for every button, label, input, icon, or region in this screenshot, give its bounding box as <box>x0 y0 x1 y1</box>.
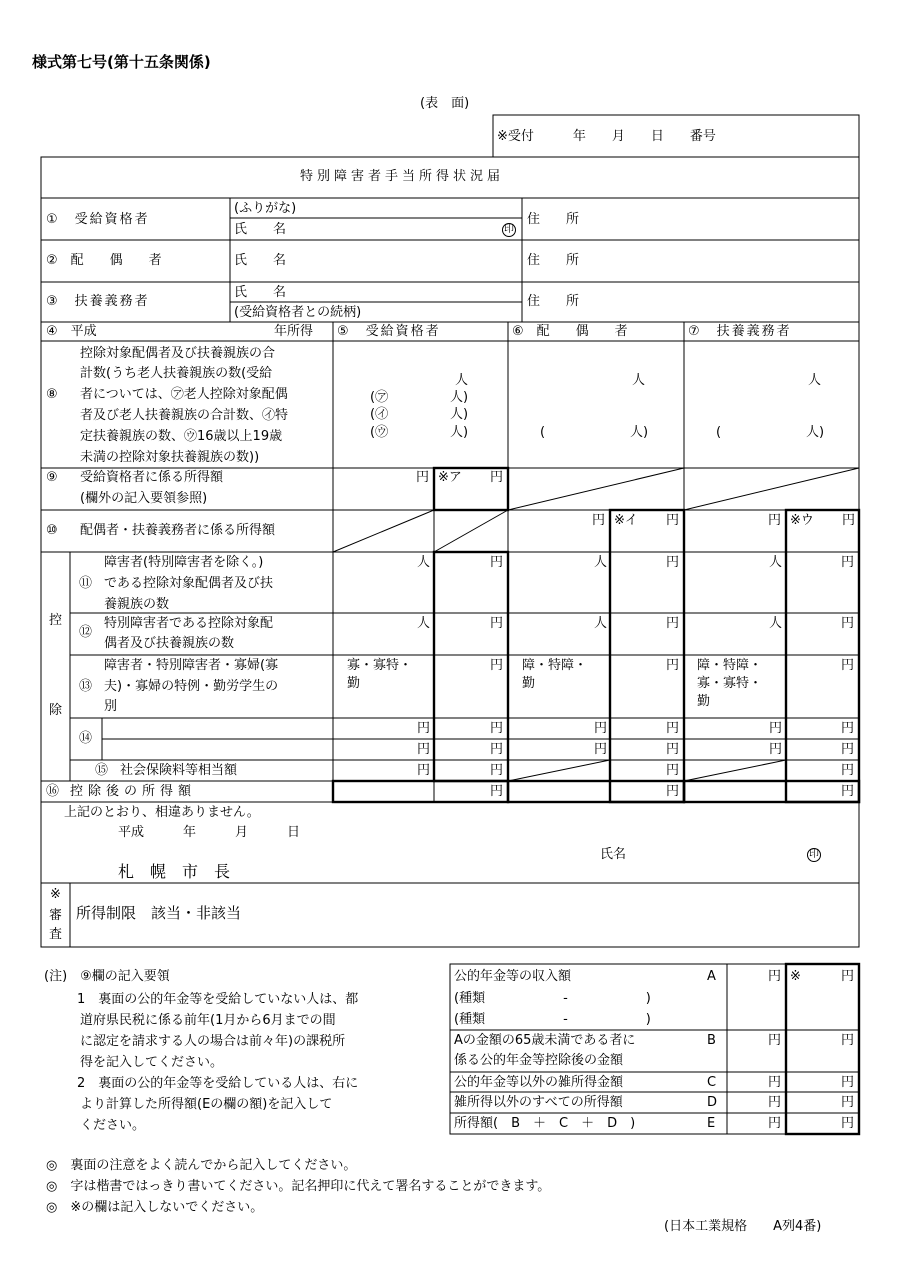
c5-sub-i-unit: 人) <box>450 407 469 422</box>
row9-mark-a-yen: 円 <box>490 470 504 485</box>
c7-paren-open: ( <box>716 425 722 440</box>
row10-mark-i: ※イ <box>614 513 638 528</box>
pension-letter-b: B <box>707 1033 716 1048</box>
row8-number: ⑧ <box>46 387 58 402</box>
pension-row-c: 公的年金等以外の雑所得金額 <box>454 1075 624 1090</box>
pension-row-b-2: 係る公的年金等控除後の金額 <box>454 1053 624 1068</box>
supporter-label: ③ 扶養義務者 <box>46 294 150 309</box>
row11-c6-yen: 円 <box>666 555 680 570</box>
row11-c5-person: 人 <box>417 555 431 570</box>
row15-c5-a: 円 <box>417 763 431 778</box>
row15-c5-b: 円 <box>490 763 504 778</box>
row15-c7-b: 円 <box>841 763 855 778</box>
pension-total-e-yen: 円 <box>841 1116 855 1131</box>
col5-header: ⑤ 受給資格者 <box>337 324 441 339</box>
row15-c6-b: 円 <box>666 763 680 778</box>
row14b-c5-a: 円 <box>417 742 431 757</box>
review-mark-2: 審 <box>49 908 63 923</box>
row15-desc: 社会保険料等相当額 <box>120 763 238 778</box>
form-number: 様式第七号(第十五条関係) <box>32 53 211 71</box>
pension-total-a-yen: 円 <box>841 969 855 984</box>
row16-c6-yen: 円 <box>666 784 680 799</box>
row13-c6-options-1[interactable]: 障・特障・ <box>522 658 588 673</box>
review-mark-1: ※ <box>50 887 61 902</box>
note2-line2: より計算した所得額(Eの欄の額)を記入して <box>80 1097 333 1112</box>
row8-desc-1: 控除対象配偶者及び扶養親族の合 <box>80 346 276 361</box>
row13-c5-options-2[interactable]: 勤 <box>347 676 361 691</box>
row14a-c6-a: 円 <box>594 721 608 736</box>
row16-c5-yen: 円 <box>490 784 504 799</box>
row9-number: ⑨ <box>46 470 58 485</box>
row10-mark-u-yen: 円 <box>842 513 856 528</box>
side-label: (表 面) <box>420 96 470 111</box>
pension-row-d: 雑所得以外のすべての所得額 <box>454 1095 623 1110</box>
row10-mark-i-yen: 円 <box>666 513 680 528</box>
pension-row-a: 公的年金等の収入額 <box>454 969 572 984</box>
recipient-address-field[interactable]: 住 所 <box>527 212 580 227</box>
row13-desc-1: 障害者・特別障害者・寡婦(寡 <box>104 658 279 673</box>
row12-c7-person: 人 <box>769 616 783 631</box>
row9-desc-1: 受給資格者に係る所得額 <box>80 470 224 485</box>
row16-c7-yen: 円 <box>841 784 855 799</box>
note2-line3: ください。 <box>80 1118 146 1133</box>
c5-sub-u-unit: 人) <box>450 425 469 440</box>
bottom-note-1: ◎ 裏面の注意をよく読んでから記入してください。 <box>46 1158 357 1173</box>
supporter-name-field[interactable]: 氏 名 <box>234 285 287 300</box>
deduction-side-2: 除 <box>49 703 63 718</box>
recipient-name-field[interactable]: 氏 名 <box>234 222 287 237</box>
row13-c6-options-2[interactable]: 勤 <box>522 676 536 691</box>
row11-c7-person: 人 <box>769 555 783 570</box>
row14b-c6-b: 円 <box>666 742 680 757</box>
row8-desc-3: 者については、㋐老人控除対象配偶 <box>80 387 288 402</box>
row10-desc: 配偶者・扶養義務者に係る所得額 <box>80 523 276 538</box>
declaration-date[interactable]: 平成 年 月 日 <box>118 825 301 840</box>
row11-c7-yen: 円 <box>841 555 855 570</box>
bottom-note-3: ◎ ※の欄は記入しないでください。 <box>46 1200 264 1215</box>
spouse-label: ② 配 偶 者 <box>46 253 162 268</box>
signer-seal-mark: 印 <box>809 849 819 860</box>
row14b-c5-b: 円 <box>490 742 504 757</box>
row13-number: ⑬ <box>79 679 93 694</box>
receipt-field[interactable]: ※受付 年 月 日 番号 <box>497 129 716 144</box>
row13-c5-options-1[interactable]: 寡・寡特・ <box>347 658 413 673</box>
row11-c6-person: 人 <box>594 555 608 570</box>
note1-line4: 得を記入してください。 <box>80 1055 224 1070</box>
note1-line1: 1 裏面の公的年金等を受給していない人は、都 <box>77 992 359 1007</box>
row12-c5-yen: 円 <box>490 616 504 631</box>
pension-e-yen: 円 <box>768 1116 782 1131</box>
row13-desc-3: 別 <box>104 699 118 714</box>
note1-line3: に認定を請求する人の場合は前々年)の課税所 <box>80 1034 346 1049</box>
review-text: 所得制限 該当・非該当 <box>76 904 242 922</box>
supporter-address-field[interactable]: 住 所 <box>527 294 580 309</box>
deduction-side-1: 控 <box>49 613 63 628</box>
pension-type-1[interactable]: (種類 - ) <box>454 991 651 1006</box>
form-title: 特別障害者手当所得状況届 <box>300 169 505 184</box>
year-prefix: ④ 平成 <box>46 324 97 339</box>
row14b-c7-b: 円 <box>841 742 855 757</box>
c5-person-unit: 人 <box>455 373 469 388</box>
row13-c6-yen: 円 <box>666 658 680 673</box>
year-suffix: 年所得 <box>274 324 314 339</box>
row13-c5-yen: 円 <box>490 658 504 673</box>
pension-a-yen: 円 <box>768 969 782 984</box>
col7-header: ⑦ 扶養義務者 <box>688 324 792 339</box>
bottom-note-2: ◎ 字は楷書ではっきり書いてください。記名押印に代えて署名することができます。 <box>46 1179 551 1194</box>
row14a-c7-b: 円 <box>841 721 855 736</box>
row10-c6-yen: 円 <box>592 513 606 528</box>
pension-letter-d: D <box>707 1095 718 1110</box>
pension-b-yen: 円 <box>768 1033 782 1048</box>
review-mark-3: 査 <box>49 927 63 942</box>
c6-paren-open: ( <box>540 425 546 440</box>
pension-total-d-yen: 円 <box>841 1095 855 1110</box>
spouse-address-field[interactable]: 住 所 <box>527 253 580 268</box>
row12-desc-1: 特別障害者である控除対象配 <box>104 616 274 631</box>
pension-row-e: 所得額( B ＋ C ＋ D ) <box>454 1116 636 1131</box>
row13-c7-options-2[interactable]: 寡・寡特・ <box>697 676 763 691</box>
row14a-c6-b: 円 <box>666 721 680 736</box>
row16-number: ⑯ <box>46 784 60 799</box>
spouse-name-field[interactable]: 氏 名 <box>234 253 287 268</box>
declaration-text: 上記のとおり、相違ありません。 <box>64 805 260 820</box>
row12-desc-2: 偶者及び扶養親族の数 <box>104 636 235 651</box>
row9-yen: 円 <box>416 470 430 485</box>
furigana-field[interactable]: (ふりがな) <box>234 201 297 216</box>
row11-number: ⑪ <box>79 576 93 591</box>
row12-c7-yen: 円 <box>841 616 855 631</box>
row11-c5-yen: 円 <box>490 555 504 570</box>
recipient-label: ① 受給資格者 <box>46 212 150 227</box>
pension-letter-e: E <box>707 1116 716 1131</box>
c7-person-unit: 人 <box>808 373 822 388</box>
row9-mark-a: ※ア <box>438 470 462 485</box>
pension-d-yen: 円 <box>768 1095 782 1110</box>
pension-type-2[interactable]: (種類 - ) <box>454 1012 651 1027</box>
row8-desc-5: 定扶養親族の数、㋒16歳以上19歳 <box>80 429 283 444</box>
row14a-c5-a: 円 <box>417 721 431 736</box>
pension-letter-c: C <box>707 1075 717 1090</box>
pension-total-c-yen: 円 <box>841 1075 855 1090</box>
recipient-mayor: 札 幌 市 長 <box>118 862 231 881</box>
row12-number: ⑫ <box>79 625 93 640</box>
pension-total-b-yen: 円 <box>841 1033 855 1048</box>
row12-c6-yen: 円 <box>666 616 680 631</box>
row13-c7-options-1[interactable]: 障・特障・ <box>697 658 763 673</box>
c5-sub-i: (㋑ <box>370 407 389 422</box>
row8-desc-2: 計数(うち老人扶養親族の数(受給 <box>80 366 273 381</box>
note1-line2: 道府県民税に係る前年(1月から6月までの間 <box>80 1013 336 1028</box>
row13-c7-yen: 円 <box>841 658 855 673</box>
pension-mark: ※ <box>790 969 801 984</box>
row12-c6-person: 人 <box>594 616 608 631</box>
row11-desc-1: 障害者(特別障害者を除く。) <box>104 555 264 570</box>
row11-desc-3: 養親族の数 <box>104 597 170 612</box>
row12-c5-person: 人 <box>417 616 431 631</box>
row14b-c7-a: 円 <box>769 742 783 757</box>
pension-row-b-1: Aの金額の65歳未満である者に <box>454 1033 636 1048</box>
row8-desc-6: 未満の控除対象扶養親族の数)) <box>80 450 260 465</box>
footer-standard: (日本工業規格 A列4番) <box>664 1219 822 1234</box>
seal-mark: 印 <box>504 224 514 235</box>
row8-desc-4: 者及び老人扶養親族の合計数、㋑特 <box>80 408 289 423</box>
row10-number: ⑩ <box>46 523 58 538</box>
row15-number: ⑮ <box>95 763 109 778</box>
c5-sub-a-unit: 人) <box>450 390 469 405</box>
row14-number: ⑭ <box>79 731 93 746</box>
c5-sub-u: (㋒ <box>370 425 389 440</box>
note2-line1: 2 裏面の公的年金等を受給している人は、右に <box>77 1076 359 1091</box>
c5-sub-a: (㋐ <box>370 390 389 405</box>
row14b-c6-a: 円 <box>594 742 608 757</box>
row13-c7-options-3[interactable]: 勤 <box>697 694 711 709</box>
row16-desc: 控除後の所得額 <box>70 784 197 799</box>
supporter-relation-field[interactable]: (受給資格者との続柄) <box>234 305 362 320</box>
row10-mark-u: ※ウ <box>790 513 814 528</box>
c6-person-unit: 人 <box>632 373 646 388</box>
row10-c7-yen: 円 <box>768 513 782 528</box>
pension-letter-a: A <box>707 969 716 984</box>
col6-header: ⑥ 配 偶 者 <box>512 324 628 339</box>
row11-desc-2: である控除対象配偶者及び扶 <box>104 576 274 591</box>
row13-desc-2: 夫)・寡婦の特例・勤労学生の <box>104 679 279 694</box>
row14a-c7-a: 円 <box>769 721 783 736</box>
row14a-c5-b: 円 <box>490 721 504 736</box>
pension-c-yen: 円 <box>768 1075 782 1090</box>
c7-paren-close: 人) <box>806 425 825 440</box>
row9-desc-2: (欄外の記入要領参照) <box>80 491 208 506</box>
c6-paren-close: 人) <box>630 425 649 440</box>
notes-title: (注) ⑨欄の記入要領 <box>44 969 170 984</box>
signer-name-label: 氏名 <box>600 847 627 862</box>
